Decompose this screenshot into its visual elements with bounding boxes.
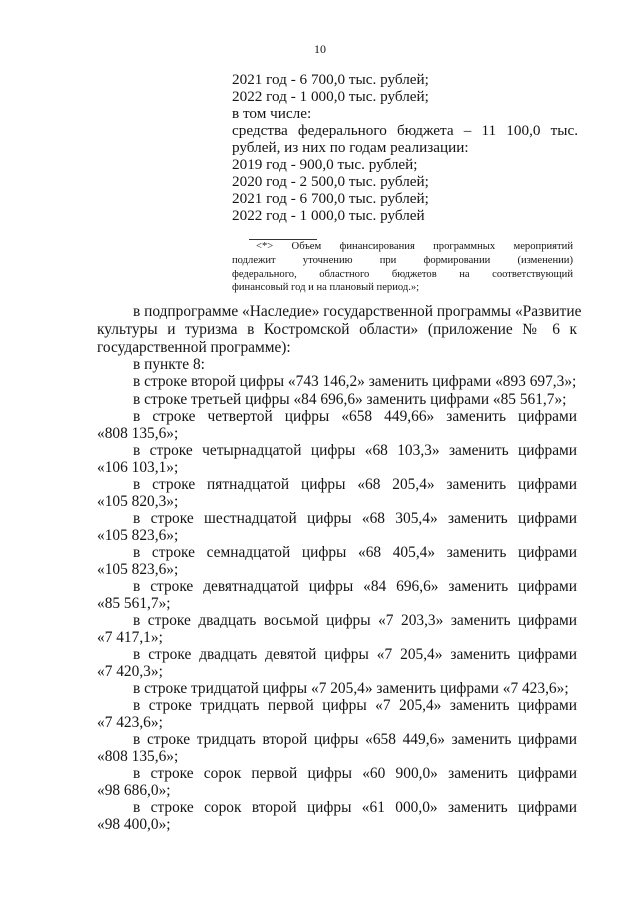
replacement-line: в строке девятнадцатой цифры «84 696,6» заменить цифрами <box>133 578 577 595</box>
replacement-continuation: «105 823,6»; <box>97 561 179 578</box>
replacement-continuation: «105 823,6»; <box>97 527 179 544</box>
replacement-continuation: «98 400,0»; <box>97 816 171 833</box>
replacement-continuation: «7 423,6»; <box>97 714 163 731</box>
replacement-line: в строке тридцать первой цифры «7 205,4» заменить цифрами <box>133 697 577 714</box>
replacement-line: в строке двадцать восьмой цифры «7 203,3» заменить цифрами <box>133 612 577 629</box>
top-line-2020: 2020 год - 2 500,0 тыс. рублей; <box>232 173 429 190</box>
replacement-continuation: «7 420,3»; <box>97 663 163 680</box>
top-line-2019: 2019 год - 900,0 тыс. рублей; <box>232 156 418 173</box>
page-number: 10 <box>314 42 326 56</box>
footnote-line: федерального, областного бюджетов на соответствующий <box>232 268 573 280</box>
replacement-continuation: «106 103,1»; <box>97 459 179 476</box>
replacement-line: в строке двадцать девятой цифры «7 205,4» заменить цифрами <box>133 646 577 663</box>
replacement-line: в строке семнадцатой цифры «68 405,4» заменить цифрами <box>133 544 577 561</box>
replacement-continuation: «808 135,6»; <box>97 425 179 442</box>
replacement-continuation: «105 820,3»; <box>97 493 179 510</box>
replacement-line: в строке четвертой цифры «658 449,66» заменить цифрами <box>133 408 577 425</box>
replacement-continuation: «808 135,6»; <box>97 748 179 765</box>
replacement-line: в строке четырнадцатой цифры «68 103,3» заменить цифрами <box>133 442 577 459</box>
footnote-line: финансовый год и на плановый период.»; <box>232 282 420 294</box>
footnote <box>232 240 573 295</box>
replacement-line: в строке тридцать второй цифры «658 449,6» заменить цифрами <box>133 731 577 748</box>
replacement-line: в строке шестнадцатой цифры «68 305,4» заменить цифрами <box>133 510 577 527</box>
replacement-continuation: «7 417,1»; <box>97 629 163 646</box>
replacement-continuation: «85 561,7»; <box>97 595 171 612</box>
intro-line: в подпрограмме «Наследие» государственной программы «Развитие <box>133 303 582 320</box>
footnote-line: <*> Объем финансирования программных мероприятий <box>256 241 573 252</box>
intro-line: государственной программе): <box>97 339 291 356</box>
item-heading: в пункте 8: <box>133 356 205 373</box>
replacement-line: в строке второй цифры «743 146,2» заменить цифрами «893 697,3»; <box>133 373 577 390</box>
top-line-2022-federal: 2022 год - 1 000,0 тыс. рублей <box>232 207 425 224</box>
replacement-continuation: «98 686,0»; <box>97 782 171 799</box>
replacement-line: в строке сорок первой цифры «60 900,0» заменить цифрами <box>133 765 577 782</box>
top-line-federal-budget: средства федерального бюджета – 11 100,0 тыс. <box>232 122 578 139</box>
replacement-line: в строке тридцатой цифры «7 205,4» заменить цифрами «7 423,6»; <box>133 680 569 697</box>
replacement-line: в строке сорок второй цифры «61 000,0» заменить цифрами <box>133 799 577 816</box>
top-line-by-years: рублей, из них по годам реализации: <box>232 139 469 156</box>
top-line-2022: 2022 год - 1 000,0 тыс. рублей; <box>232 88 429 105</box>
footnote-line: подлежит уточнению при формировании (изменении) <box>232 254 573 266</box>
top-line-including: в том числе: <box>232 105 312 122</box>
replacement-line: в строке пятнадцатой цифры «68 205,4» заменить цифрами <box>133 476 577 493</box>
top-line-2021: 2021 год - 6 700,0 тыс. рублей; <box>232 71 429 88</box>
replacement-line: в строке третьей цифры «84 696,6» заменить цифрами «85 561,7»; <box>133 391 567 408</box>
intro-line: культуры и туризма в Костромской области» (приложение № 6 к <box>97 321 577 338</box>
top-line-2021-federal: 2021 год - 6 700,0 тыс. рублей; <box>232 190 429 207</box>
